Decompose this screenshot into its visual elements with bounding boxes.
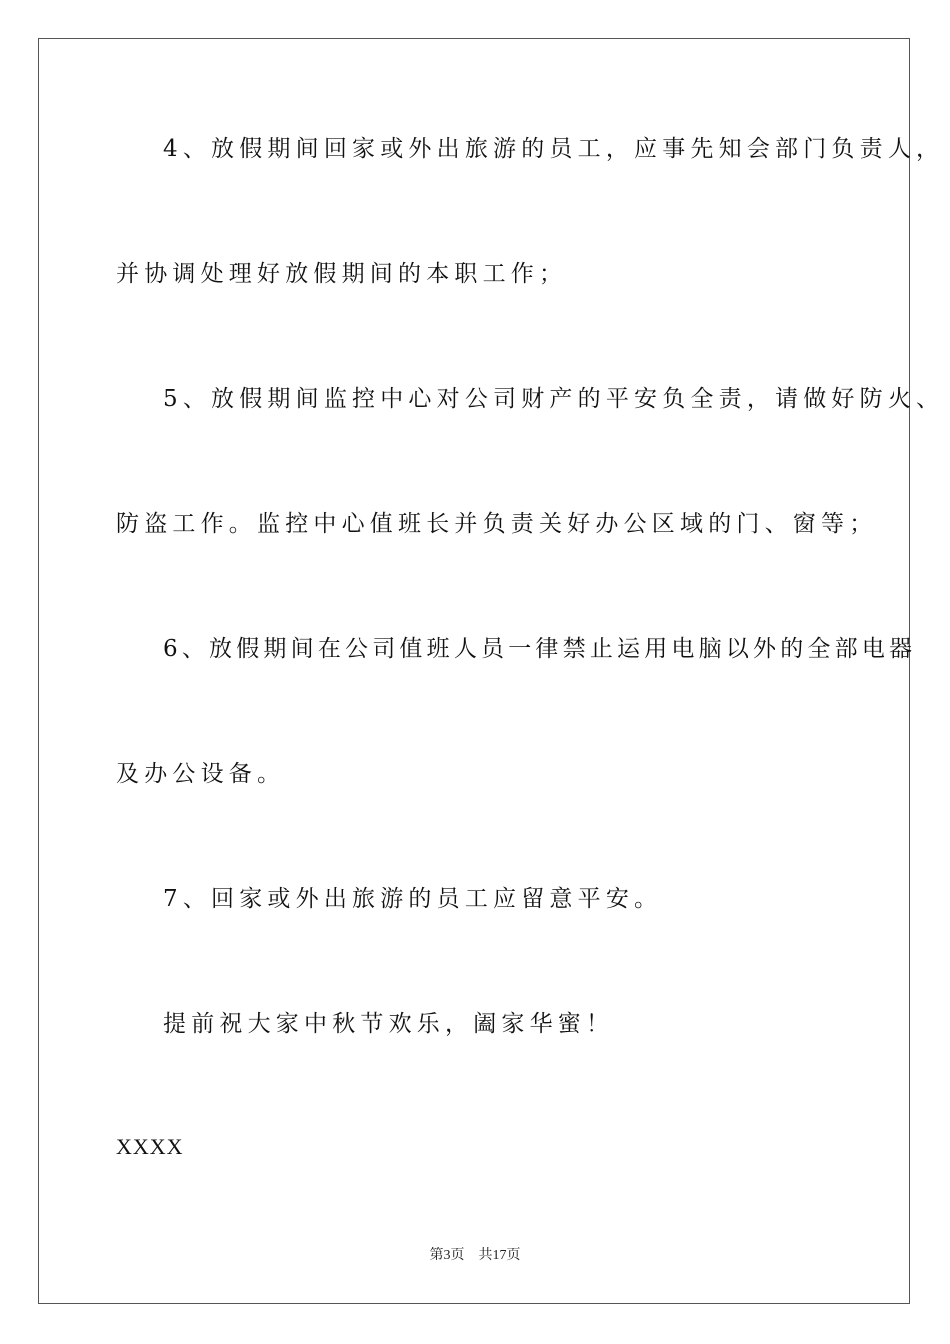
signature: XXXX [116, 1134, 184, 1159]
paragraph-5-line-2: 防盗工作。监控中心值班长并负责关好办公区域的门、窗等； [116, 511, 878, 537]
paragraph-6-line-2: 及办公设备。 [116, 761, 286, 787]
closing-greeting: 提前祝大家中秋节欢乐，阖家华蜜！ [163, 1011, 615, 1037]
page-number: 第3页 [429, 1248, 465, 1263]
page-footer [0, 1247, 950, 1265]
paragraph-4-line-1: 4、放假期间回家或外出旅游的员工，应事先知会部门负责人， [163, 136, 945, 162]
paragraph-4-line-2: 并协调处理好放假期间的本职工作； [116, 261, 568, 287]
paragraph-6-line-1: 6、放假期间在公司值班人员一律禁止运用电脑以外的全部电器 [163, 636, 917, 662]
paragraph-7: 7、回家或外出旅游的员工应留意平安。 [163, 886, 663, 912]
paragraph-5-line-1: 5、放假期间监控中心对公司财产的平安负全责，请做好防火、 [163, 386, 945, 412]
page-border [38, 38, 910, 1304]
page-total: 共17页 [478, 1248, 521, 1263]
